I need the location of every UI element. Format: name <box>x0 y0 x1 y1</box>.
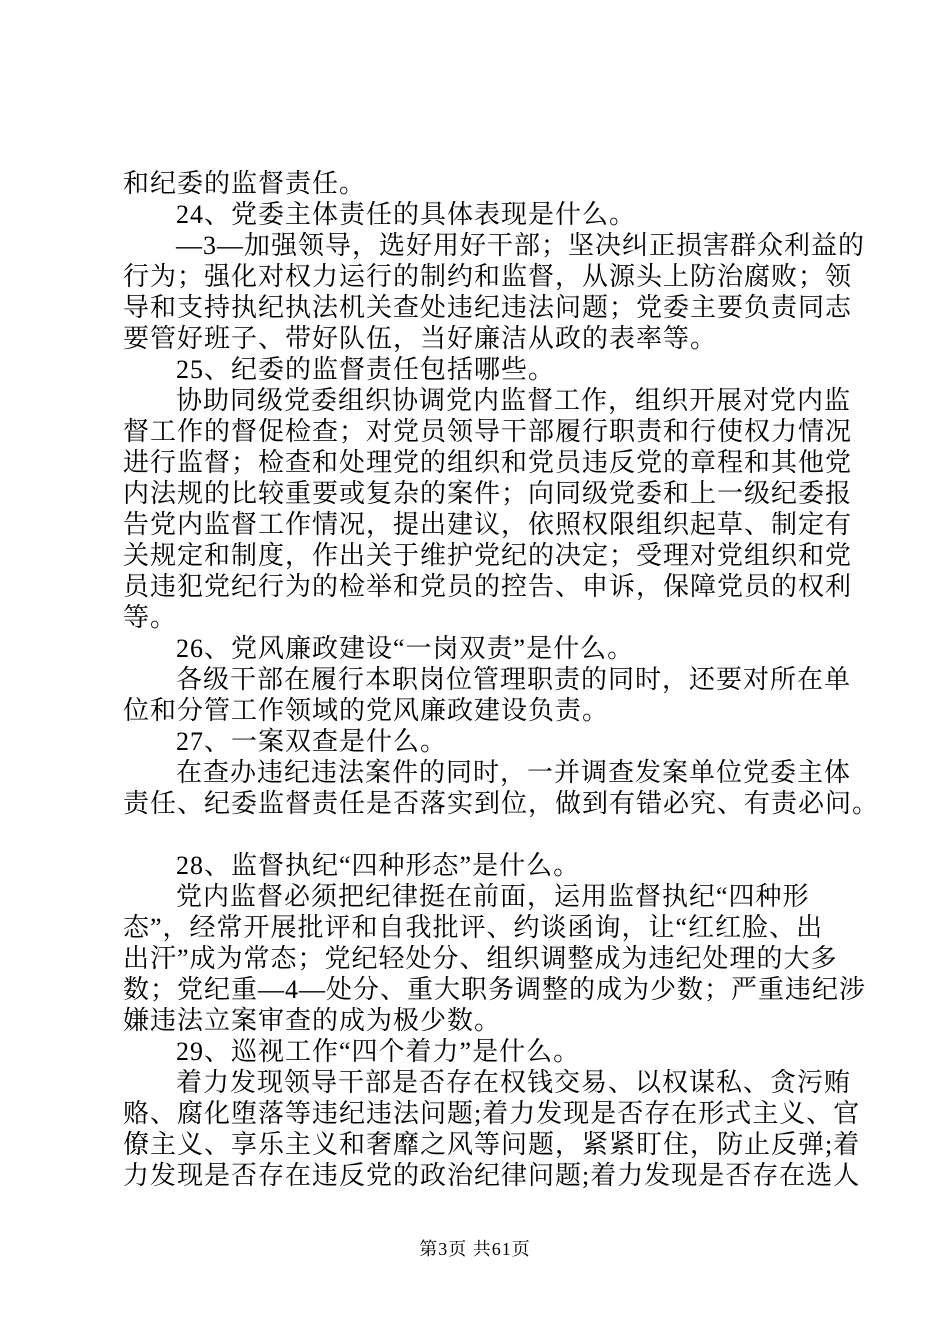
text-line: 协助同级党委组织协调党内监督工作，组织开展对党内监 <box>176 386 852 415</box>
text-line: 27、一案双查是什么。 <box>176 727 448 756</box>
text-line: 数；党纪重—4—处分、重大职务调整的成为少数；严重违纪涉 <box>123 975 867 1004</box>
text-line: 26、党风廉政建设“一岗双责”是什么。 <box>176 634 635 663</box>
text-line: 进行监督；检查和处理党的组织和党员违反党的章程和其他党 <box>123 448 853 477</box>
text-line: 内法规的比较重要或复杂的案件；向同级党委和上一级纪委报 <box>123 479 853 508</box>
text-line: 25、纪委的监督责任包括哪些。 <box>176 355 556 384</box>
text-line: 导和支持执纪执法机关查处违纪违法问题；党委主要负责同志 <box>123 293 853 322</box>
text-line: 嫌违法立案审查的成为极少数。 <box>123 1006 502 1035</box>
text-line: 党内监督必须把纪律挺在前面，运用监督执纪“四种形 <box>176 882 810 911</box>
text-line: 督工作的督促检查；对党员领导干部履行职责和行使权力情况 <box>123 417 853 446</box>
text-line: 要管好班子、带好队伍，当好廉洁从政的表率等。 <box>123 324 718 353</box>
text-line: 在查办违纪违法案件的同时，一并调查发案单位党委主体 <box>176 758 852 787</box>
text-line: 位和分管工作领域的党风廉政建设负责。 <box>123 696 610 725</box>
text-line: 员违犯党纪行为的检举和党员的控告、申诉，保障党员的权利 <box>123 572 853 601</box>
text-line: —3—加强领导，选好用好干部；坚决纠正损害群众利益的 <box>176 231 866 260</box>
text-line: 僚主义、享乐主义和奢靡之风等问题，紧紧盯住，防止反弹;着 <box>123 1130 861 1159</box>
blank-line <box>123 819 857 850</box>
text-line: 态”，经常开展批评和自我批评、约谈函询，让“红红脸、出 <box>123 913 824 942</box>
text-line: 28、监督执纪“四种形态”是什么。 <box>176 851 581 880</box>
text-line: 赂、腐化堕落等违纪违法问题;着力发现是否存在形式主义、官 <box>123 1099 861 1128</box>
text-line: 告党内监督工作情况，提出建议，依照权限组织起草、制定有 <box>123 510 853 539</box>
text-line: 等。 <box>123 603 178 632</box>
text-line: 关规定和制度，作出关于维护党纪的决定；受理对党组织和党 <box>123 541 853 570</box>
text-line: 着力发现领导干部是否存在权钱交易、以权谋私、贪污贿 <box>176 1068 852 1097</box>
text-line: 29、巡视工作“四个着力”是什么。 <box>176 1037 581 1066</box>
text-line: 行为；强化对权力运行的制约和监督，从源头上防治腐败；领 <box>123 262 853 291</box>
text-line: 24、党委主体责任的具体表现是什么。 <box>176 200 637 229</box>
text-line: 责任、纪委监督责任是否落实到位，做到有错必究、有责必问。 <box>123 789 880 818</box>
text-line: 力发现是否存在违反党的政治纪律问题;着力发现是否存在选人 <box>123 1161 861 1190</box>
page-footer: 第3页 共61页 <box>419 1239 531 1259</box>
text-line: 和纪委的监督责任。 <box>123 169 367 198</box>
text-line: 各级干部在履行本职岗位管理职责的同时，还要对所在单 <box>176 665 852 694</box>
text-line: 出汗”成为常态；党纪轻处分、组织调整成为违纪处理的大多 <box>123 944 838 973</box>
document-body <box>123 168 880 1191</box>
